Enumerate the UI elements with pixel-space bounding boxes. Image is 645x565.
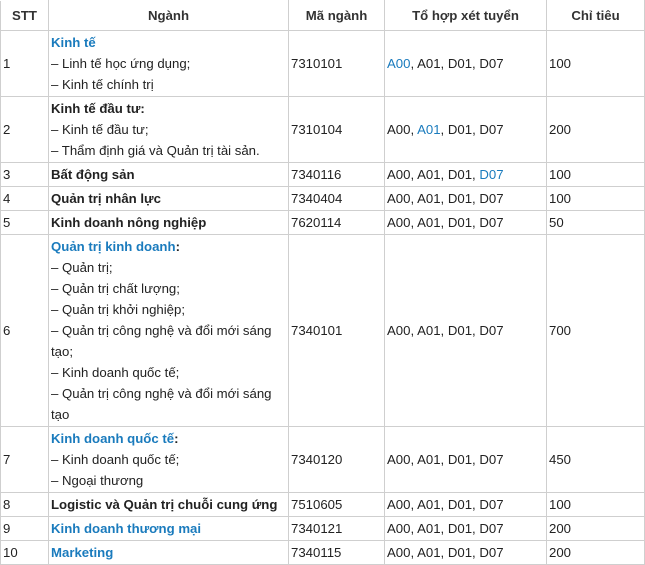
row-stt: 3 (1, 163, 49, 187)
row-to-hop: A00, A01, D01, D07 (385, 187, 547, 211)
row-to-hop: A00, A01, D01, D07 (385, 493, 547, 517)
table-row (1, 427, 645, 493)
header-chi-tieu: Chỉ tiêu (547, 1, 645, 31)
combo-text: A00, A01, D01, (387, 167, 480, 182)
row-chi-tieu: 200 (547, 97, 645, 163)
row-chi-tieu: 100 (547, 163, 645, 187)
row-nganh (49, 163, 289, 187)
major-link[interactable]: Marketing (51, 545, 114, 560)
row-ma-nganh: 7340115 (289, 541, 385, 565)
row-chi-tieu: 200 (547, 517, 645, 541)
major-link[interactable]: Kinh tế (51, 35, 96, 50)
row-ma-nganh: 7340121 (289, 517, 385, 541)
row-nganh (49, 235, 289, 427)
major-name: Kinh tế đầu tư (51, 101, 141, 116)
row-stt: 1 (1, 31, 49, 97)
table-row (1, 97, 645, 163)
row-chi-tieu: 450 (547, 427, 645, 493)
row-stt: 7 (1, 427, 49, 493)
row-chi-tieu: 50 (547, 211, 645, 235)
row-stt: 10 (1, 541, 49, 565)
table-row (1, 235, 645, 427)
row-ma-nganh: 7340116 (289, 163, 385, 187)
header-to-hop: Tổ hợp xét tuyển (385, 1, 547, 31)
row-nganh (49, 517, 289, 541)
sub-major: – Linh tế học ứng dụng; (51, 56, 191, 71)
sub-major: – Quản trị công nghệ và đổi mới sáng tạo (51, 386, 272, 422)
row-to-hop: A00, A01, D01, D07 (385, 541, 547, 565)
table-row (1, 493, 645, 517)
major-name: Quản trị nhân lực (51, 191, 161, 206)
major-link[interactable]: Kinh doanh thương mại (51, 521, 202, 536)
row-ma-nganh: 7340404 (289, 187, 385, 211)
row-ma-nganh: 7340120 (289, 427, 385, 493)
major-link[interactable]: Quản trị kinh doanh (51, 239, 176, 254)
row-nganh (49, 427, 289, 493)
row-nganh (49, 541, 289, 565)
table-row (1, 211, 645, 235)
row-nganh (49, 211, 289, 235)
row-to-hop: A00, A01, D01, D07 (385, 517, 547, 541)
combo-text: A00, (387, 122, 418, 137)
major-name-suffix: : (174, 431, 179, 446)
combo-text: , A01, D01, D07 (410, 56, 504, 71)
row-ma-nganh: 7510605 (289, 493, 385, 517)
sub-major: – Kinh doanh quốc tế; (51, 452, 180, 467)
row-nganh (49, 187, 289, 211)
combo-text: , D01, D07 (440, 122, 504, 137)
row-to-hop (385, 97, 547, 163)
row-ma-nganh: 7310104 (289, 97, 385, 163)
major-name: Bất động sản (51, 167, 135, 182)
row-nganh (49, 31, 289, 97)
row-stt: 2 (1, 97, 49, 163)
row-to-hop (385, 31, 547, 97)
row-stt: 5 (1, 211, 49, 235)
table-row (1, 517, 645, 541)
table-row (1, 31, 645, 97)
row-chi-tieu: 700 (547, 235, 645, 427)
table-header-row (1, 1, 645, 31)
major-name: Kinh doanh nông nghiệp (51, 215, 207, 230)
header-stt: STT (1, 1, 49, 31)
row-nganh (49, 97, 289, 163)
major-link[interactable]: Kinh doanh quốc tế (51, 431, 175, 446)
major-name-suffix: : (140, 101, 145, 116)
major-name-suffix: : (175, 239, 180, 254)
row-nganh (49, 493, 289, 517)
sub-major: – Kinh doanh quốc tế; (51, 365, 180, 380)
row-to-hop (385, 163, 547, 187)
header-ma-nganh: Mã ngành (289, 1, 385, 31)
row-ma-nganh: 7340101 (289, 235, 385, 427)
combo-link[interactable]: A00 (387, 56, 411, 71)
row-to-hop: A00, A01, D01, D07 (385, 235, 547, 427)
row-stt: 6 (1, 235, 49, 427)
sub-major: – Quản trị; (51, 260, 113, 275)
row-chi-tieu: 100 (547, 187, 645, 211)
sub-major: – Quản trị công nghệ và đổi mới sáng tạo; (51, 323, 272, 359)
sub-major: – Kinh tế đầu tư; (51, 122, 149, 137)
row-to-hop: A00, A01, D01, D07 (385, 427, 547, 493)
sub-major: – Kinh tế chính trị (51, 77, 154, 92)
table-row (1, 541, 645, 565)
row-ma-nganh: 7620114 (289, 211, 385, 235)
row-chi-tieu: 100 (547, 493, 645, 517)
row-stt: 4 (1, 187, 49, 211)
row-to-hop: A00, A01, D01, D07 (385, 211, 547, 235)
table-row (1, 187, 645, 211)
combo-link[interactable]: D07 (479, 167, 504, 182)
sub-major: – Ngoại thương (51, 473, 144, 488)
major-name: Logistic và Quản trị chuỗi cung ứng (51, 497, 278, 512)
sub-major: – Quản trị khởi nghiệp; (51, 302, 186, 317)
row-chi-tieu: 200 (547, 541, 645, 565)
row-stt: 8 (1, 493, 49, 517)
row-ma-nganh: 7310101 (289, 31, 385, 97)
header-nganh: Ngành (49, 1, 289, 31)
sub-major: – Quản trị chất lượng; (51, 281, 180, 296)
sub-major: – Thẩm định giá và Quản trị tài sản. (51, 143, 260, 158)
row-chi-tieu: 100 (547, 31, 645, 97)
combo-link[interactable]: A01 (417, 122, 441, 137)
row-stt: 9 (1, 517, 49, 541)
table-row (1, 163, 645, 187)
